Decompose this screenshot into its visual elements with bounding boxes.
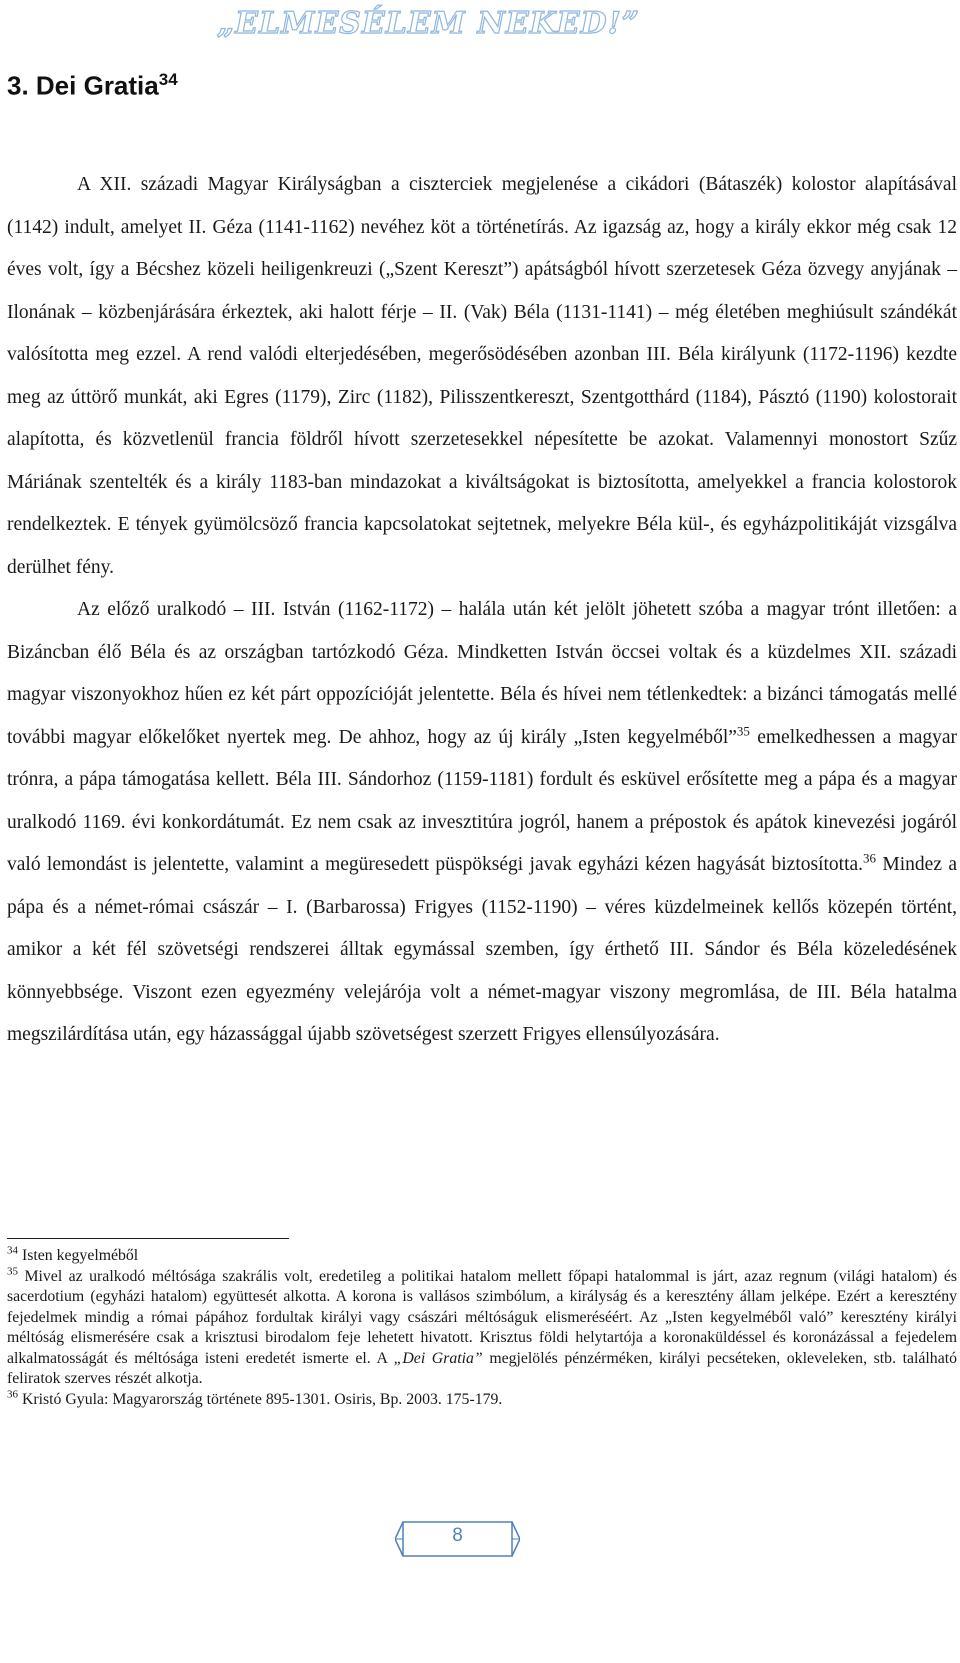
paragraph-1-text: A XII. századi Magyar Királyságban a ciszterciek megjelenése a cikádori (Bátaszék) kolostor alapításával (1142) indult, amelyet II. Géza (1141-1162) nevéhez köt a történetírás. Az igazság az, hogy a király ekkor még csak 12 éves volt, így a Bécshez közeli heiligenkreuzi („Szent Kereszt”) apátságból hívott szerzetesek Géza özvegy anyjának – Ilonának – közbenjárására érkeztek, aki halott férje – II. (Vak) Béla (1131-1141) – még életében meghiúsult szándékát valósította meg ezzel. A rend valódi elterjedésében, megerősödésében azonban III. Béla királyunk (1172-1196) kezdte meg az úttörő munkát, aki Egres (1179), Zirc (1182), Pilisszentkereszt, Szentgotthárd (1184), Pásztó (1190) kolostorait alapította, és közvetlenül francia földről hívott szerzetesekkel népesítette be azokat. Valamennyi monostort Szűz Máriának szentelték és a király 1183-ban mindazokat a kiváltságokat is biztosította, amelyekkel a francia kolostorok rendelkeztek. E tények gyümölcsöző francia kapcsolatokat sejtetnek, melyekre Béla kül-, és egyházpolitikáját vizsgálva derülhet fény. [7, 174, 957, 578]
paragraph-2 [7, 589, 957, 1057]
footnote-separator [7, 1238, 289, 1239]
footnote-34 [7, 1246, 957, 1267]
footnote-ref-35[interactable]: 35 [736, 723, 750, 738]
paragraph-1 [7, 164, 957, 589]
footnote-text: Isten kegyelméből [21, 1247, 139, 1264]
body-text [7, 164, 957, 1057]
footnote-number: 34 [7, 1244, 18, 1257]
footnote-text: Mivel az uralkodó méltósága szakrális volt, eredetileg a politikai hatalom mellett főpapi hatalommal is járt, azaz regnum (világi hatalom) és sacerdotium (egyházi hatalom) együttesét alkotta. A korona is vallásos szimbólum, a királyság és a keresztény állam jelképe. Ezért a keresztény fejedelmek mindig a római pápához fordultak királyi vagy császári méltóságuk elismeréséért. Az „Isten kegyelméből való” keresztény királyi méltóság elismerésére csak a krisztusi birodalom feje lehetett hivatott. Krisztus földi helytartója a koronaküldéssel és koronázással a fejedelem alkalmatosságát és méltósága isteni eredetét ismerte el. A [7, 1267, 958, 1367]
paragraph-2-text-b: emelkedhessen a magyar trónra, a pápa támogatása kellett. Béla III. Sándorhoz (1159-1181) fordult és esküvel erősítette meg a pápa és a magyar uralkodó 1169. évi konkordátumát. Ez nem csak az invesztitúra jogról, hanem a prépostok és apátok kinevezési jogáról való lemondást is jelentette, valamint a megüresedett püspökségi javak egyházi kézen hagyását biztosította. [7, 726, 958, 875]
footnotes [7, 1246, 957, 1410]
footnote-number: 36 [7, 1388, 18, 1401]
footnote-number: 35 [7, 1265, 18, 1278]
footnote-36 [7, 1390, 957, 1411]
chapter-title-text: 3. Dei Gratia [7, 70, 159, 101]
running-header: „ELMESÉLEM NEKED!” [216, 6, 640, 41]
footnote-ref-36[interactable]: 36 [863, 850, 877, 866]
footnote-text: megjelölés pénzérméken, királyi pecséteken, okleveleken, stb. található feliratok szerves részét alkotja. [7, 1349, 957, 1387]
footnote-text: Kristó Gyula: Magyarország története 895-1301. Osiris, Bp. 2003. 175-179. [21, 1390, 503, 1408]
page-number: 8 [452, 1525, 463, 1546]
chapter-title [7, 70, 178, 102]
paragraph-2-text-a: Az előző uralkodó – III. István (1162-1172) – halála után két jelölt jöhetett szóba a magyar trónt illetően: a Bizáncban élő Béla és az országban tartózkodó Géza. Mindketten István öccsei voltak és a küzdelmes XII. századi magyar viszonyokhoz hűen ez két párt oppozícióját jelentette. Béla és hívei nem tétlenkedtek: a bizánci támogatás mellé további magyar előkelőket nyertek meg. De ahhoz, hogy az új király „Isten kegyelméből” [7, 599, 957, 748]
paragraph-2-text-c: Mindez a pápa és a német-római császár – I. (Barbarossa) Frigyes (1152-1190) – véres küzdelmeinek kellős közepén történt, amikor a két fél szövetségi rendszerei álltak egymással szemben, így érthető III. Sándor és Béla közeledésének könnyebbsége. Viszont ezen egyezmény velejárója volt a német-magyar viszony megromlása, de III. Béla hatalma megszilárdítása után, egy házassággal újabb szövetségest szerzett Frigyes ellensúlyozására. [7, 854, 957, 1045]
page-number-box [395, 1512, 520, 1566]
footnote-ref-34[interactable]: 34 [158, 70, 178, 89]
footnote-35 [7, 1267, 957, 1390]
footnote-italic-text: „Dei Gratia” [393, 1349, 483, 1367]
